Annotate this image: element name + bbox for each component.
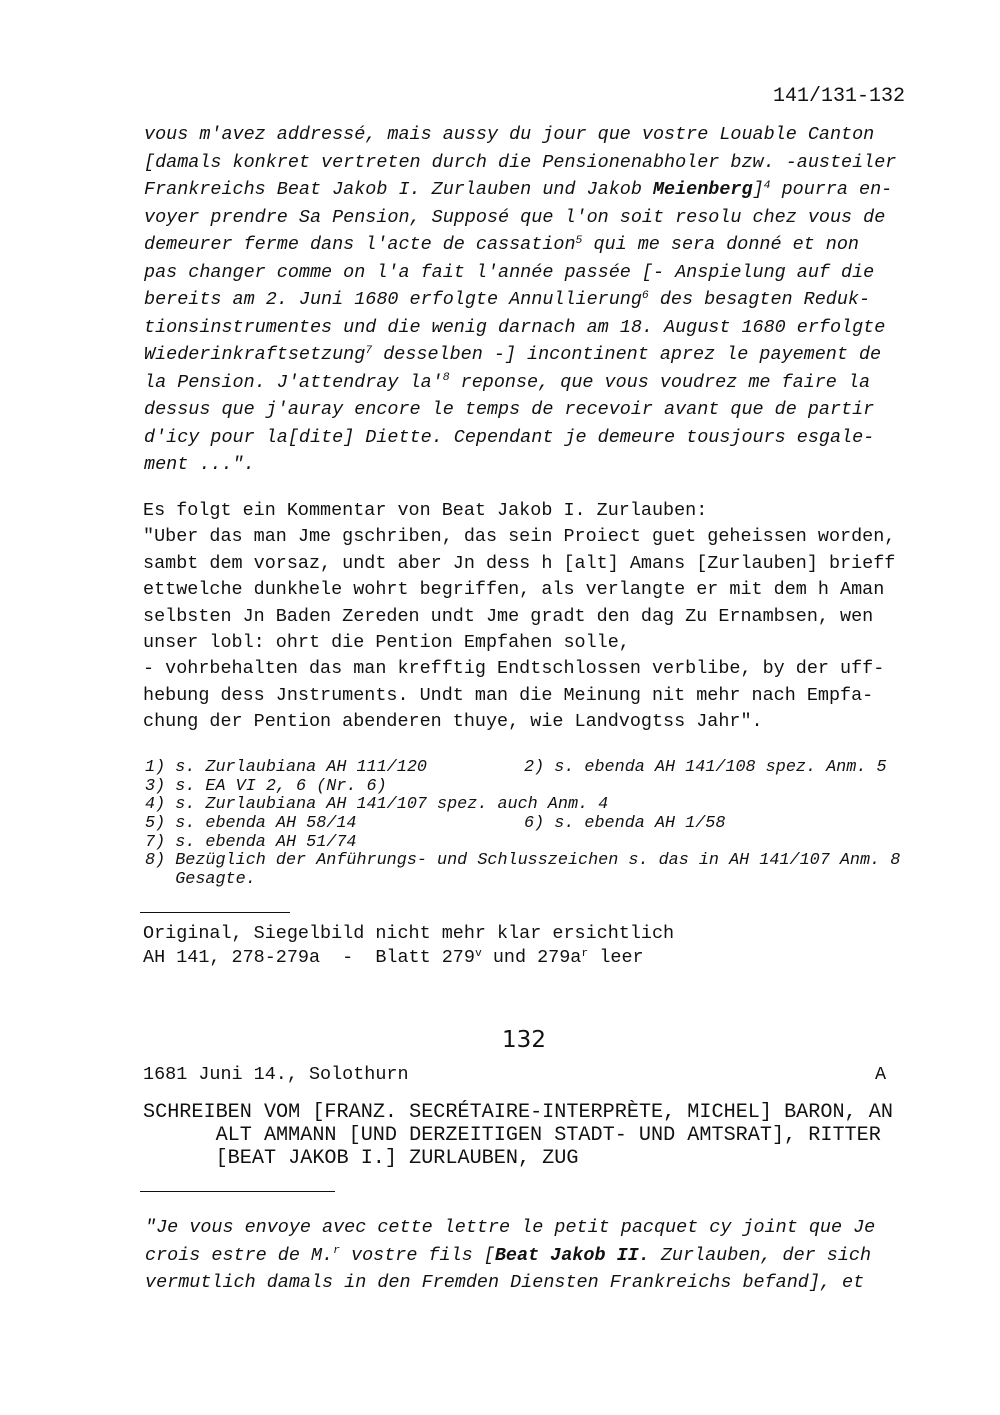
- text-segment: des besagten Reduk-: [648, 289, 871, 310]
- page-reference: 141/131-132: [772, 85, 905, 108]
- commentary-intro: Es folgt ein Kommentar von Beat Jakob I. Zurlauben:: [143, 500, 708, 521]
- footnote-marker: 6: [641, 288, 649, 302]
- document-type-code: A: [875, 1064, 887, 1085]
- footnote-marker: 7: [365, 343, 373, 357]
- footnote-item: [145, 834, 356, 853]
- footnote-text: s. ebenda AH 141/108 spez. Anm. 5: [554, 758, 887, 777]
- text-line: ment ...".: [144, 454, 255, 475]
- footnote-row: [145, 778, 900, 797]
- footnote-number: 3): [145, 776, 166, 796]
- text-line: [144, 176, 896, 204]
- text-line: d'icy pour la[dite] Diette. Cependant je demeure tousjours esgale-: [144, 426, 875, 448]
- text-segment: Zurlauben, der sich: [649, 1244, 872, 1266]
- footnote-row: [145, 796, 900, 815]
- text-line: vous m'avez addressé, mais aussy du jour que vostre Louable Canton: [144, 124, 875, 145]
- footnote-number: 1): [145, 758, 166, 777]
- document-number: 132: [502, 1027, 546, 1053]
- footnote-row: [145, 759, 900, 778]
- footnotes: [145, 759, 900, 890]
- document-heading: [143, 1101, 893, 1170]
- footnote-text: s. Zurlaubiana AH 111/120: [175, 758, 427, 777]
- heading-line: ALT AMMANN [UND DERZEITIGEN STADT- UND AMTSRAT], RITTER: [215, 1124, 881, 1147]
- text-segment: desselben -] incontinent aprez le payement de: [372, 344, 882, 365]
- commentary-line: unser lobl: ohrt die Pention Empfahen solle,: [143, 632, 630, 654]
- text-segment: leer: [588, 947, 644, 968]
- text-segment: la Pension. J'attendray la': [144, 371, 443, 393]
- text-segment: demeurer ferme dans l'acte de cassation: [144, 234, 576, 255]
- text-segment: Wiederinkraftsetzung: [144, 344, 366, 365]
- footnote-marker: 5: [575, 233, 583, 247]
- commentary-line: - vohrbehalten das man krefftig Endtschlossen verblibe, by der uff-: [143, 658, 885, 680]
- text-segment: Frankreichs Beat Jakob I. Zurlauben und Jakob: [144, 179, 653, 200]
- text-line: [145, 1242, 875, 1270]
- footnote-number: 8): [145, 851, 166, 871]
- document-date-place: 1681 Juni 14., Solothurn: [143, 1064, 409, 1085]
- footnote-marker: 8: [442, 371, 450, 385]
- separator-rule: [140, 1191, 335, 1192]
- text-line: [144, 369, 896, 397]
- commentary-line: hebung dess Jnstruments. Undt man die Meinung nit mehr nach Empfa-: [143, 684, 874, 706]
- footnote-continuation: Gesagte.: [175, 869, 256, 889]
- footnote-item: [145, 852, 900, 871]
- footnote-item: [145, 815, 524, 834]
- text-segment: AH 141, 278-279a - Blatt 279: [143, 947, 475, 968]
- text-line: [144, 286, 896, 314]
- text-segment: reponse, que vous voudrez me faire la: [449, 371, 871, 393]
- text-line: [damals konkret vertreten durch die Pensionenabholer bzw. -austeiler: [144, 151, 897, 173]
- footnote-row: [145, 815, 900, 834]
- text-line: voyer prendre Sa Pension, Supposé que l'on soit resolu chez vous de: [144, 206, 886, 228]
- footnote-text: s. ebenda AH 58/14: [175, 813, 357, 833]
- person-name: Beat Jakob II.: [494, 1244, 650, 1266]
- source-note: [143, 922, 674, 970]
- footnote-item: [524, 815, 725, 834]
- footnote-number: 2): [524, 758, 545, 777]
- archive-reference: [143, 946, 674, 970]
- footnote-item: [145, 778, 387, 797]
- commentary-line: sambt dem vorsaz, undt aber Jn dess h [alt] Amans [Zurlauben] brieff: [143, 552, 896, 574]
- text-segment: qui me sera donné et non: [582, 234, 859, 255]
- text-segment: pourra en-: [770, 179, 893, 200]
- commentary: [143, 498, 895, 736]
- text-segment: ]: [752, 179, 764, 200]
- abbreviation-superscript: r: [333, 1244, 340, 1258]
- commentary-line: chung der Pention abenderen thuye, wie Landvogtss Jahr".: [143, 711, 763, 733]
- source-condition: Original, Siegelbild nicht mehr klar ersichtlich: [143, 923, 675, 944]
- text-segment: und 279a: [481, 947, 582, 968]
- text-segment: crois estre de M.: [145, 1244, 334, 1266]
- footnote-text: s. ebenda AH 51/74: [175, 832, 357, 852]
- footnote-row: [145, 871, 900, 890]
- footnote-text: s. EA VI 2, 6 (Nr. 6): [175, 776, 387, 796]
- footnote-number: 5): [145, 813, 166, 833]
- folio-side-superscript: v: [474, 946, 482, 960]
- text-line: dessus que j'auray encore le temps de recevoir avant que de partir: [144, 399, 875, 420]
- text-line: tionsinstrumentes und die wenig darnach am 18. August 1680 erfolgte: [144, 316, 886, 338]
- commentary-line: ettwelche dunkhele wohrt begriffen, als verlangte er mit dem h Aman: [143, 579, 885, 601]
- person-name: Meienberg: [652, 179, 753, 200]
- letter-131-continuation: [144, 121, 896, 479]
- footnote-item: [145, 796, 608, 815]
- text-segment: vostre fils [: [339, 1244, 495, 1266]
- footnote-text: Bezüglich der Anführungs- und Schlusszeichen s. das in AH 141/107 Anm. 8: [175, 851, 901, 871]
- footnote-text: s. Zurlaubiana AH 141/107 spez. auch Anm. 4: [175, 795, 609, 815]
- text-line: vermutlich damals in den Fremden Diensten Frankreichs befand], et: [145, 1272, 865, 1293]
- folio-side-superscript: r: [581, 946, 589, 960]
- text-line: [144, 341, 896, 369]
- footnote-item: [145, 759, 524, 778]
- commentary-line: "Uber das man Jme gschriben, das sein Proiect guet geheissen worden,: [143, 526, 896, 548]
- footnote-number: 4): [145, 795, 166, 815]
- footnote-text: s. ebenda AH 1/58: [554, 813, 726, 833]
- footnote-number: 6): [524, 813, 545, 833]
- text-line: "Je vous envoye avec cette lettre le petit pacquet cy joint que Je: [145, 1217, 876, 1238]
- text-line: pas changer comme on l'a fait l'année passée [- Anspielung auf die: [144, 261, 875, 283]
- heading-line: SCHREIBEN VOM [FRANZ. SECRÉTAIRE-INTERPRÈTE, MICHEL] BARON, AN: [143, 1101, 893, 1124]
- commentary-line: selbsten Jn Baden Zereden undt Jme gradt den dag Zu Ernambsen, wen: [143, 605, 874, 627]
- text-segment: bereits am 2. Juni 1680 erfolgte Annullierung: [144, 289, 642, 310]
- footnote-item: [524, 759, 887, 778]
- heading-line: [BEAT JAKOB I.] ZURLAUBEN, ZUG: [215, 1147, 579, 1170]
- footnote-marker: 4: [763, 178, 771, 192]
- letter-132-text: [145, 1214, 875, 1297]
- footnote-number: 7): [145, 832, 166, 852]
- footnote-row: [145, 852, 900, 871]
- footnote-row: [145, 834, 900, 853]
- text-line: [144, 231, 896, 259]
- separator-rule: [140, 912, 290, 913]
